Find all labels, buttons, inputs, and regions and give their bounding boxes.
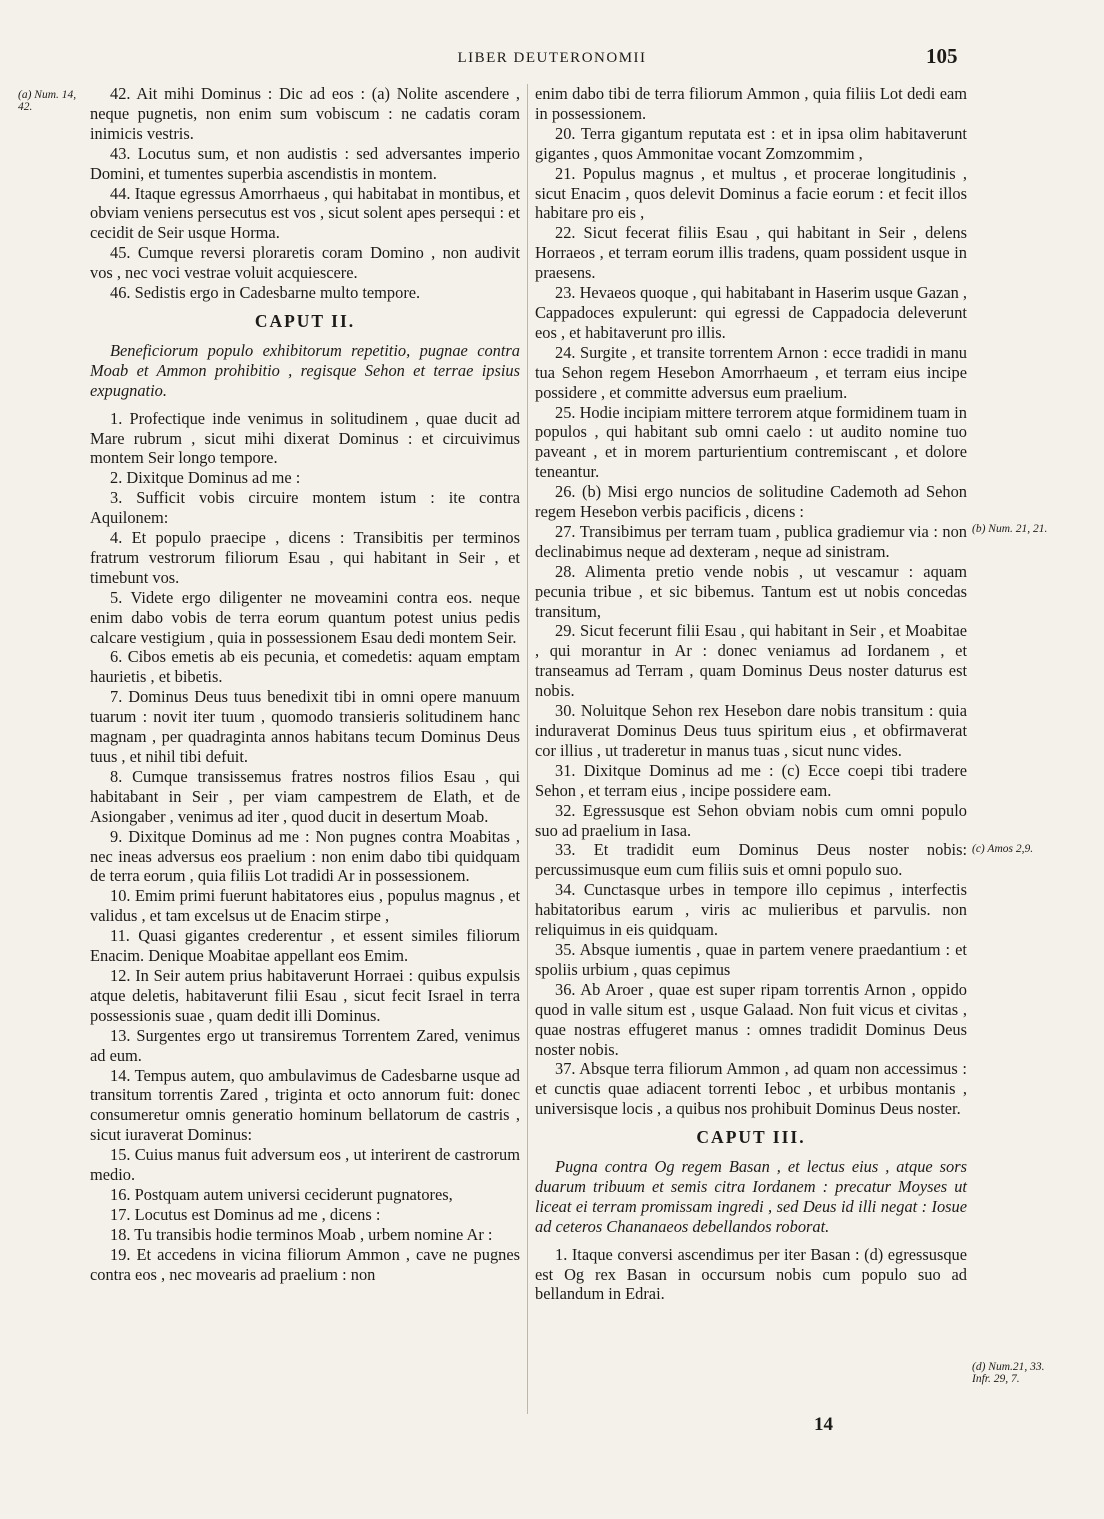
chapter-heading: CAPUT III. — [696, 1127, 806, 1148]
verse: 36. Ab Aroer , quae est super ripam torrentis Arnon , oppido quod in valle situm est , usque Galaad. Non fuit vicus et civitas , quae nostras effugeret manus : omnes tradidit Dominus Deus noster nobis. — [535, 979, 967, 1059]
verse: 29. Sicut fecerunt filii Esau , qui habitant in Seir , et Moabitae , qui morantur in Ar : donec veniamus ad Iordanem , et transeamus ad Terram , quam Dominus Deus noster daturus est nobis. — [535, 621, 967, 701]
verse: 18. Tu transibis hodie terminos Moab , urbem nomine Ar : — [110, 1224, 493, 1244]
margin-note-d: (d) Num.21, 33. Infr. 29, 7. — [972, 1361, 1045, 1385]
verse: 35. Absque iumentis , quae in partem venere praedantium : et spoliis urbium , quas cepimus — [535, 939, 967, 979]
verse: 28. Alimenta pretio vende nobis , ut vescamur : aquam pecunia tribue , et sic bibemus. Tantum est ut nobis concedas transitum, — [535, 561, 967, 621]
verse: 32. Egressusque est Sehon obviam nobis cum omni populo suo ad praelium in Iasa. — [535, 800, 967, 840]
verse: 4. Et populo praecipe , dicens : Transibitis per terminos fratrum vestrorum filiorum Esau , qui habitant in Seir , et timebunt vos. — [90, 528, 520, 587]
signature-mark: 14 — [814, 1414, 833, 1435]
verse: 1. Itaque conversi ascendimus per iter Basan : (d) egressusque est Og rex Basan in occursum nobis cum populo suo ad bellandum in Edrai. — [535, 1244, 967, 1304]
chapter-heading: CAPUT II. — [254, 310, 356, 331]
margin-note-a: (a) Num. 14, 42. — [18, 89, 77, 113]
verse: 30. Noluitque Sehon rex Hesebon dare nobis transitum : quia induraverat Dominus Deus tuus spiritum eius , et obfirmaverat cor illius , ut traderetur in manus tuas , sicut nunc vides. — [535, 701, 967, 760]
verse: 46. Sedistis ergo in Cadesbarne multo tempore. — [110, 283, 421, 303]
verse: 21. Populus magnus , et multus , et procerae longitudinis , sicut Enacim , quos delevit Dominus a facie eorum : et fecit illos habitare pro eis , — [535, 163, 967, 223]
verse-continuation: enim dabo tibi de terra filiorum Ammon , quia filiis Lot dedi eam in possessionem. — [535, 84, 967, 123]
verse: 42. Ait mihi Dominus : Dic ad eos : (a) Nolite ascendere , neque pugnetis, non enim sum vobiscum : ne cadatis coram inimicis vestris. — [90, 84, 520, 143]
verse: 8. Cumque transissemus fratres nostros filios Esau , qui habitabant in Seir , per viam campestrem de Elath, et de Asiongaber , venimus ad iter , quod ducit in desertum Moab. — [90, 766, 520, 826]
verse: 6. Cibos emetis ab eis pecunia, et comedetis: aquam emptam haurietis , et bibetis. — [90, 647, 520, 687]
verse: 9. Dixitque Dominus ad me : Non pugnes contra Moabitas , nec ineas adversus eos praelium : non enim dabo tibi quidquam de terra eorum , quia filiis Lot tradidi Ar in possessionem. — [90, 826, 520, 886]
verse: 15. Cuius manus fuit adversum eos , ut interirent de castrorum medio. — [90, 1145, 520, 1185]
verse: 16. Postquam autem universi ceciderunt pugnatores, — [110, 1184, 453, 1204]
page-number: 105 — [926, 44, 958, 68]
verse: 3. Sufficit vobis circuire montem istum : ite contra Aquilonem: — [90, 488, 520, 528]
verse: 20. Terra gigantum reputata est : et in ipsa olim habitaverunt gigantes , quos Ammonitae vocant Zomzommim , — [535, 123, 967, 163]
right-column — [535, 84, 967, 1304]
chapter-summary: Pugna contra Og regem Basan , et lectus eius , atque sors duarum tribuum et semis citra Iordanem : precatur Moyses ut liceat ei terram promissam ingredi , sed Deus id illi negat : Iosue ad ceteros Chananaeos debellandos roborat. — [535, 1157, 967, 1236]
verse: 33. Et tradidit eum Dominus Deus noster nobis: percussimusque eum cum filiis suis et omni populo suo. — [535, 840, 967, 880]
chapter-summary: Beneficiorum populo exhibitorum repetitio, pugnae contra Moab et Ammon prohibitio , regisque Sehon et terrae ipsius expugnatio. — [90, 340, 520, 400]
verse: 27. Transibimus per terram tuam , publica gradiemur via : non declinabimus neque ad dexteram , neque ad sinistram. — [535, 521, 967, 561]
verse: 19. Et accedens in vicina filiorum Ammon , cave ne pugnes contra eos , nec movearis ad praelium : non — [90, 1244, 520, 1284]
verse: 31. Dixitque Dominus ad me : (c) Ecce coepi tibi tradere Sehon , et terram eius , incipe possidere eam. — [535, 760, 967, 800]
verse: 24. Surgite , et transite torrentem Arnon : ecce tradidi in manu tua Sehon regem Hesebon Amorrhaeum , et terram eius incipe possidere , et committe adversus eum praelium. — [535, 342, 967, 402]
verse: 1. Profectique inde venimus in solitudinem , quae ducit ad Mare rubrum , sicut mihi dixerat Dominus : et circuivimus montem Seir longo tempore. — [90, 408, 520, 468]
verse: 22. Sicut fecerat filiis Esau , qui habitant in Seir , delens Horraeos , et terram eorum illis tradens, quam possident usque in praesens. — [535, 223, 967, 283]
verse: 12. In Seir autem prius habitaverunt Horraei : quibus expulsis atque deletis, habitaverunt filii Esau , sicut fecit Israel in terra possessionis suae , quam dedit illi Dominus. — [90, 965, 520, 1025]
verse: 7. Dominus Deus tuus benedixit tibi in omni opere manuum tuarum : novit iter tuum , quomodo transieris solitudinem hanc magnam , per quadraginta annos habitans tecum Dominus Deus tuus , et nihil tibi defuit. — [90, 687, 520, 766]
verse: 2. Dixitque Dominus ad me : — [110, 468, 301, 488]
verse: 34. Cunctasque urbes in tempore illo cepimus , interfectis habitatoribus earum , viris ac mulieribus et parvulis. non reliquimus in eis quidquam. — [535, 880, 967, 940]
verse: 11. Quasi gigantes crederentur , et essent similes filiorum Enacim. Denique Moabitae appellant eos Emim. — [90, 926, 520, 966]
verse: 13. Surgentes ergo ut transiremus Torrentem Zared, venimus ad eum. — [90, 1025, 520, 1065]
verse: 25. Hodie incipiam mittere terrorem atque formidinem tuam in populos , qui habitant sub omni caelo : ut audito nomine tuo paveant , et in morem parturientium contremiscant , et dolore teneantur. — [535, 402, 967, 482]
verse: 14. Tempus autem, quo ambulavimus de Cadesbarne usque ad transitum torrentis Zared , triginta et octo annorum fuit: donec consumeretur omnis generatio hominum bellatorum de castris , sicut iuraverat Dominus: — [90, 1065, 520, 1145]
left-column — [90, 84, 520, 1284]
verse: 23. Hevaeos quoque , qui habitabant in Haserim usque Gazan , Cappadoces expulerunt: qui egressi de Cappadocia deleverunt eos , et habitaverunt pro illis. — [535, 283, 967, 342]
verse: 26. (b) Misi ergo nuncios de solitudine Cademoth ad Sehon regem Hesebon verbis pacificis , dicens : — [535, 482, 967, 522]
running-title: LIBER DEUTERONOMII — [457, 50, 647, 66]
verse: 44. Itaque egressus Amorrhaeus , qui habitabat in montibus, et obviam veniens persecutus est vos , sicut solent apes persequi : et cecidit de Seir usque Horma. — [90, 183, 520, 243]
verse: 45. Cumque reversi ploraretis coram Domino , non audivit vos , nec voci vestrae voluit acquiescere. — [90, 243, 520, 283]
verse: 5. Videte ergo diligenter ne moveamini contra eos. neque enim dabo vobis de terra eorum quantum potest unius pedis calcare vestigium , quia in possessionem Esau dedi montem Seir. — [90, 587, 520, 647]
verse: 37. Absque terra filiorum Ammon , ad quam non accessimus : et cunctis quae adiacent torrenti Ieboc , et urbibus montanis , universisque locis , a quibus nos prohibuit Dominus Deus noster. — [535, 1059, 967, 1119]
verse: 10. Emim primi fuerunt habitatores eius , populus magnus , et validus , et tam excelsus ut de Enacim stirpe , — [90, 886, 520, 926]
verse: 17. Locutus est Dominus ad me , dicens : — [110, 1204, 381, 1224]
column-divider — [527, 84, 528, 1414]
verse: 43. Locutus sum, et non audistis : sed adversantes imperio Domini, et tumentes superbia ascendistis in montem. — [90, 143, 520, 183]
margin-note-b: (b) Num. 21, 21. — [972, 523, 1048, 535]
margin-note-c: (c) Amos 2,9. — [972, 843, 1034, 855]
